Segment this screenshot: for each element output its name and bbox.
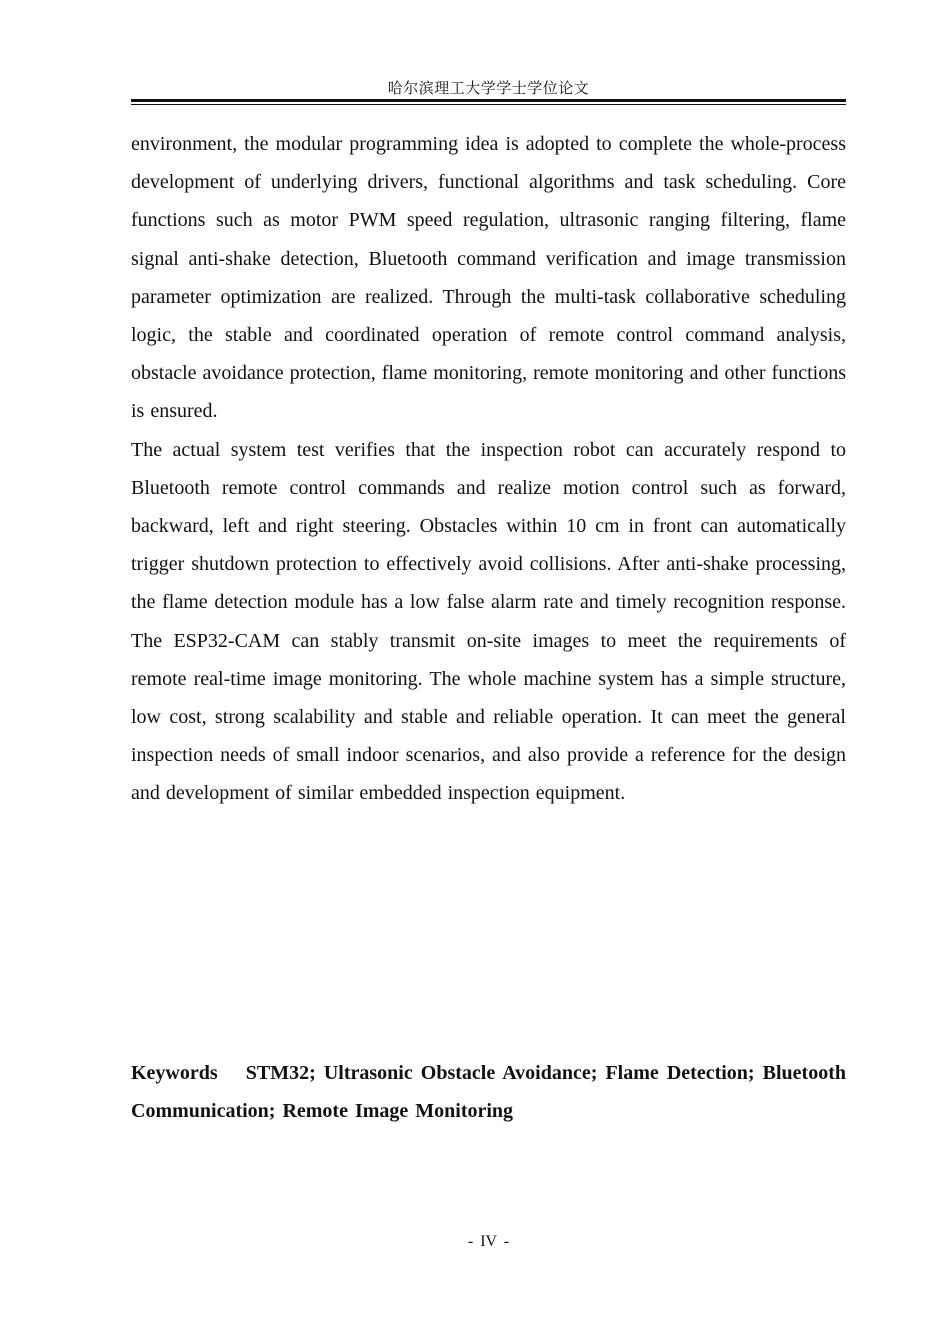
- page-header-title: 哈尔滨理工大学学士学位论文: [387, 79, 590, 97]
- header-rule-thick: [131, 99, 846, 102]
- header-rule-thin: [131, 104, 846, 105]
- page-number: - IV -: [467, 1233, 510, 1250]
- abstract-paragraph-1: environment, the modular programming idea is adopted to complete the whole-process development of underlying drivers, functional algorithms and task scheduling. Core functions such as motor PWM speed regulation, ultrasonic ranging filtering, flame signal anti-shake detection, Bluetooth command verification and image transmission parameter optimization are realized. Through the multi-task collaborative scheduling logic, the stable and coordinated operation of remote control command analysis, obstacle avoidance protection, flame monitoring, remote monitoring and other functions is ensured.: [131, 133, 846, 423]
- keywords-text: STM32; Ultrasonic Obstacle Avoidance; Flame Detection; Bluetooth Communication; Remote Image Monitoring: [131, 1062, 846, 1122]
- abstract-body: [131, 125, 846, 813]
- abstract-paragraph-2: The actual system test verifies that the inspection robot can accurately respond to Bluetooth remote control commands and realize motion control such as forward, backward, left and right steering. Obstacles within 10 cm in front can automatically trigger shutdown protection to effectively avoid collisions. After anti-shake processing, the flame detection module has a low false alarm rate and timely recognition response. The ESP32-CAM can stably transmit on-site images to meet the requirements of remote real-time image monitoring. The whole machine system has a simple structure, low cost, strong scalability and stable and reliable operation. It can meet the general inspection needs of small indoor scenarios, and also provide a reference for the design and development of similar embedded inspection equipment.: [131, 438, 846, 805]
- keywords-block: [131, 1054, 846, 1130]
- keywords-label: Keywords: [131, 1062, 218, 1084]
